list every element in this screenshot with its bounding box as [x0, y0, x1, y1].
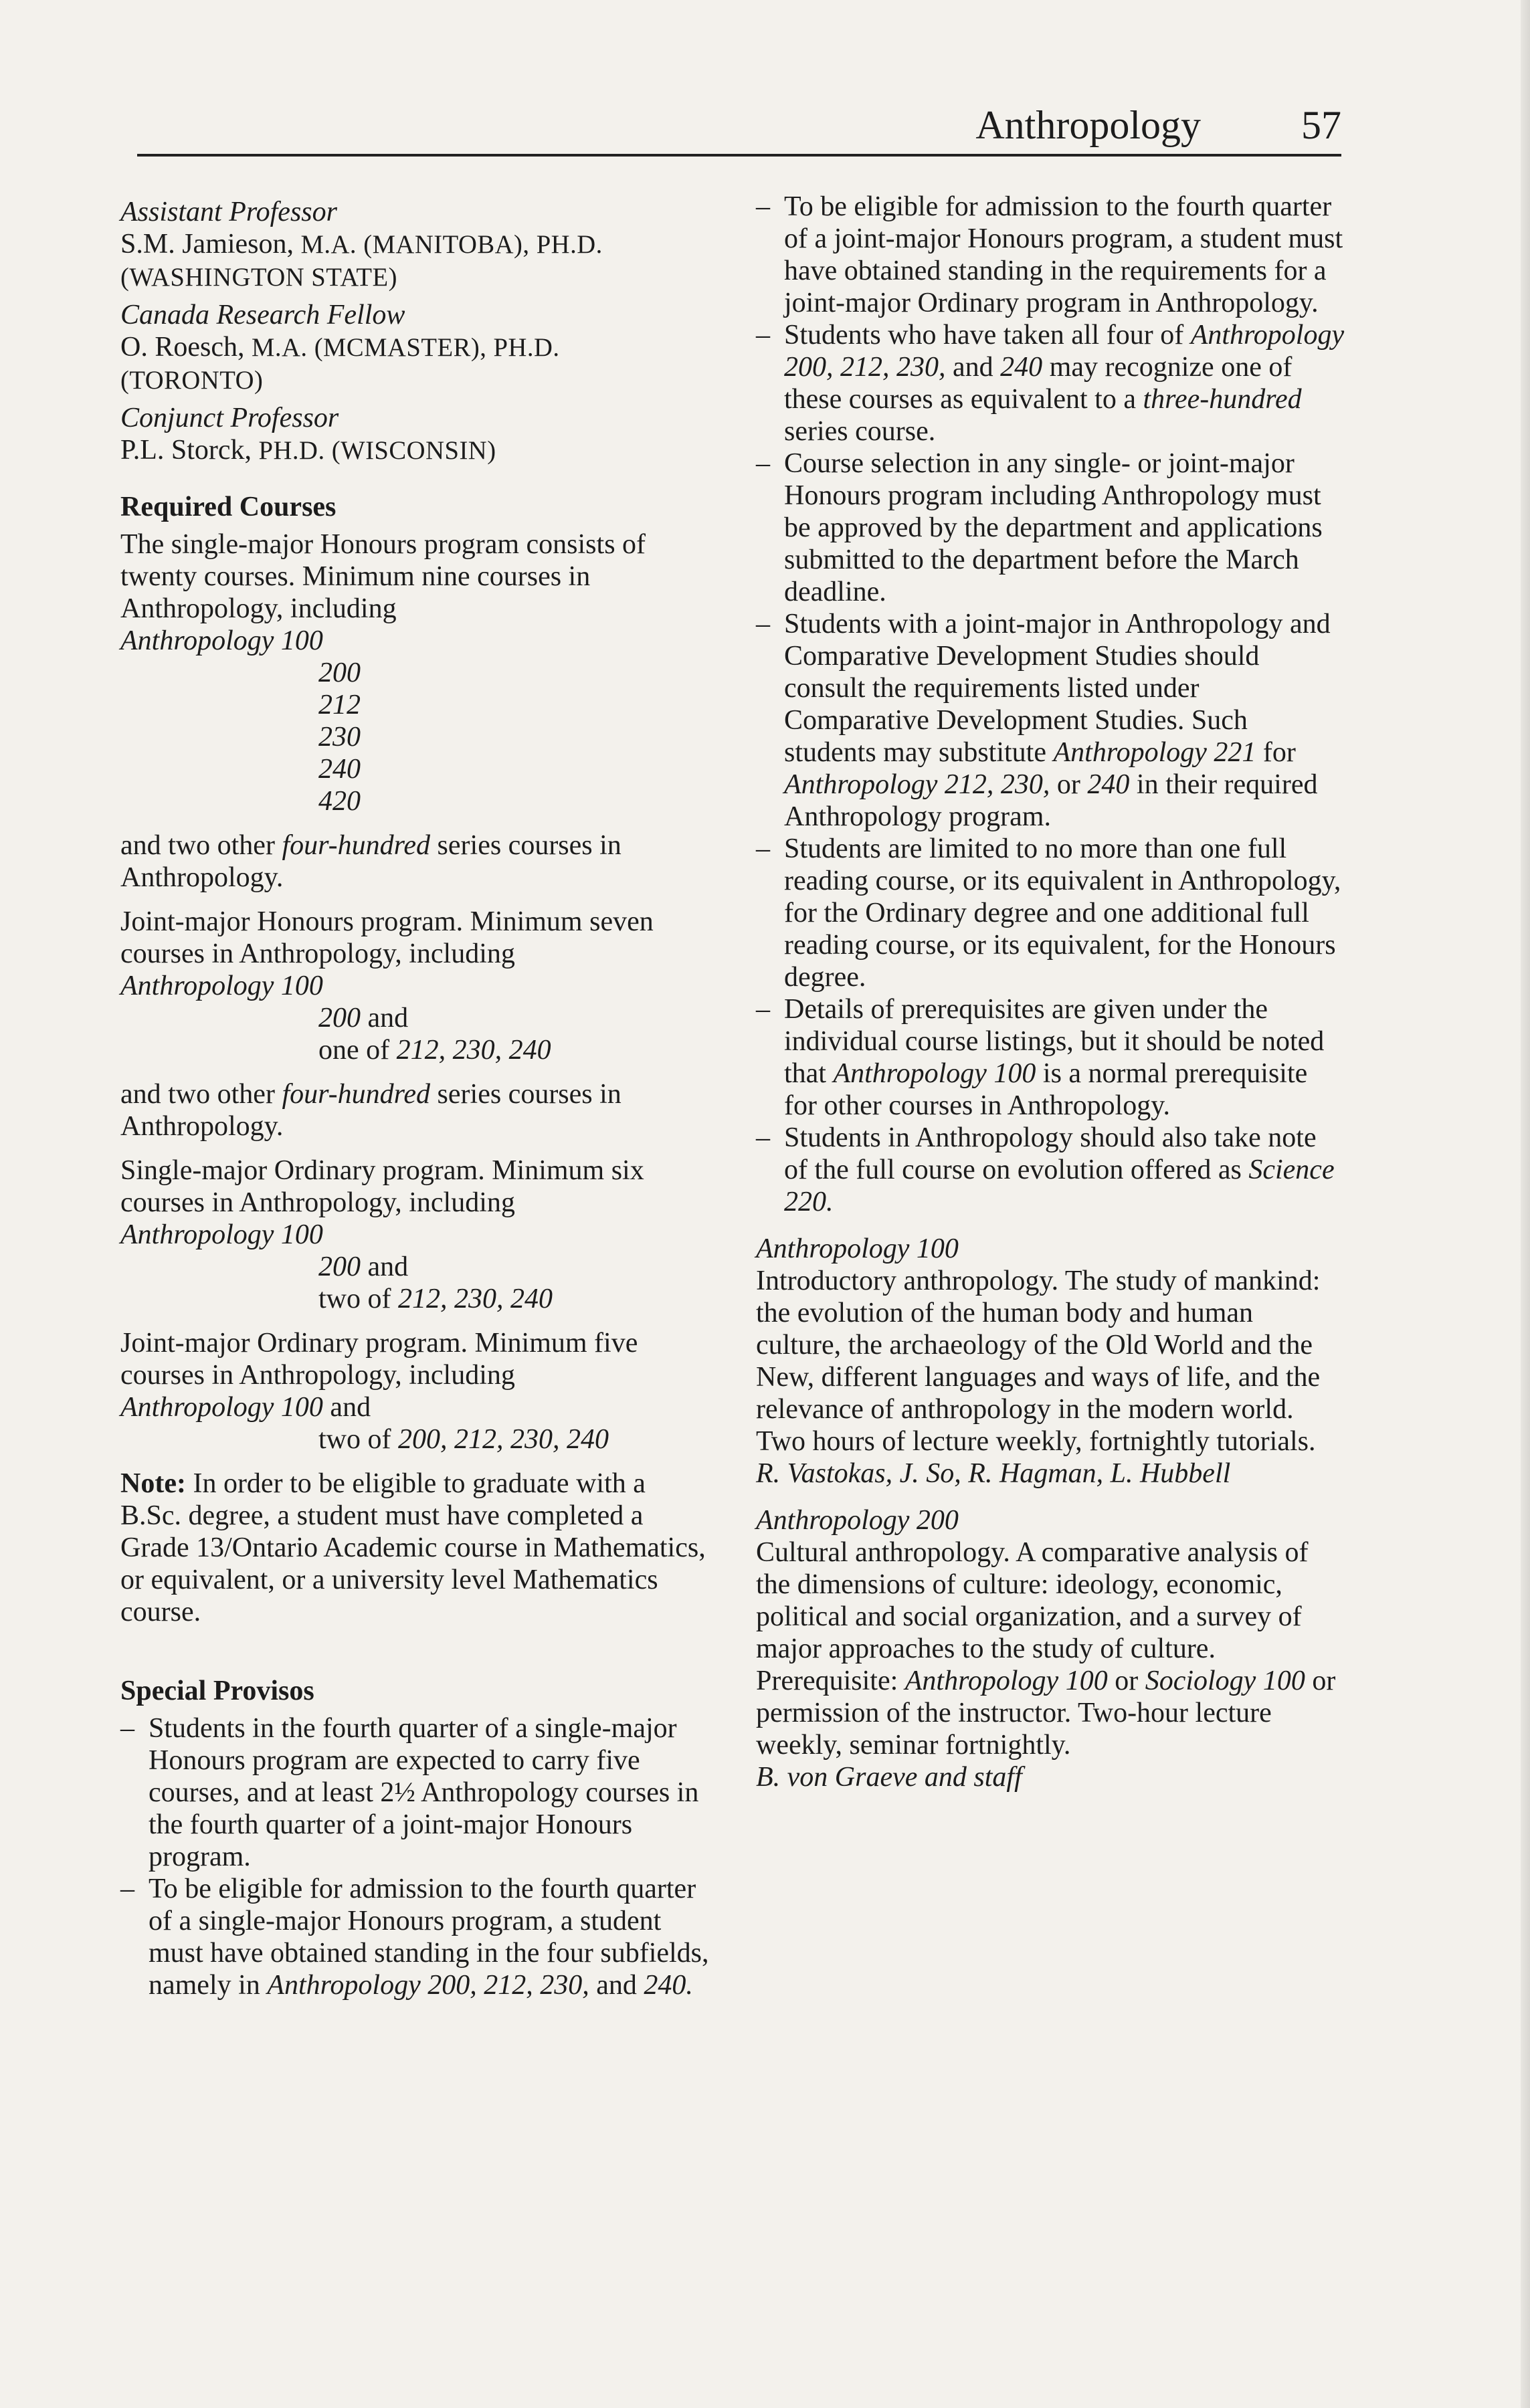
text-run: two of [318, 1424, 398, 1455]
text-run: Details of prerequisites are given under the individual course listings, but it should be noted that [784, 994, 1325, 1089]
text-run-italic: four-hundred [282, 1079, 431, 1110]
text-run: and [361, 1003, 409, 1033]
requirement-line [120, 1251, 709, 1283]
course-ref: Anthropology 200, 212, 230, [267, 1970, 589, 2001]
course-ref: 212, 230, 240 [396, 1035, 551, 1066]
course-title: Anthropology 200 [756, 1505, 959, 1536]
staff-name-line [120, 228, 709, 294]
proviso-item [756, 1122, 1345, 1218]
proviso-item [756, 993, 1345, 1122]
requirement-line [120, 1002, 709, 1034]
text-run: Students in the fourth quarter of a single-major Honours program are expected to carry five courses, and at least 2½ Anthropology courses in the fourth quarter of a joint-major Honours program. [149, 1713, 699, 1872]
course-title: Anthropology 100 [756, 1233, 959, 1264]
staff-title: Canada Research Fellow [120, 300, 405, 330]
course-ref: 420 [318, 786, 361, 817]
single-honours-intro: The single-major Honours program consists of twenty courses. Minimum nine courses in Anthropology, including [120, 529, 646, 624]
course-ref: Science 220. [784, 1155, 1335, 1217]
course-ref: Sociology 100 [1145, 1666, 1305, 1696]
staff-name: S.M. Jamieson, [120, 229, 294, 260]
text-run-italic: four-hundred [282, 830, 431, 861]
joint-ordinary-block [120, 1327, 709, 1456]
text-run: or [1107, 1666, 1145, 1696]
page-number: 57 [1301, 103, 1341, 147]
text-run: To be eligible for admission to the fourth quarter of a joint-major Honours program, a student must have obtained standing in the requirements for a joint-major Ordinary program in Anthropology. [784, 191, 1343, 318]
text-run: or [1050, 769, 1088, 800]
text-run: series courses in Anthropology. [120, 1079, 621, 1142]
proviso-item [756, 447, 1345, 608]
text-run: or permission of the instructor. Two-hour lecture weekly, seminar fortnightly. [756, 1666, 1336, 1761]
text-run: two of [318, 1284, 398, 1314]
course-entry-anthropology-200 [756, 1504, 1345, 1793]
text-run: and two other [120, 830, 282, 861]
course-ref: Anthropology 221 [1053, 737, 1256, 768]
joint-honours-block [120, 906, 709, 1142]
text-run-italic: three-hundred [1143, 384, 1302, 415]
course-ref: Anthropology 100 [120, 1392, 323, 1423]
staff-entry [120, 299, 709, 397]
text-run: Students in Anthropology should also take note of the full course on evolution offered as [784, 1122, 1317, 1185]
staff-name-line [120, 434, 709, 467]
course-ref: 200, 212, 230, 240 [398, 1424, 609, 1455]
left-column [120, 191, 709, 2001]
required-courses-heading: Required Courses [120, 492, 337, 522]
course-ref: 200 [318, 1251, 361, 1282]
staff-title: Conjunct Professor [120, 403, 339, 433]
course-instructors: B. von Graeve and staff [756, 1762, 1022, 1793]
note-paragraph [120, 1468, 709, 1628]
joint-honours-outro [120, 1078, 709, 1142]
course-ref: 200 [318, 1003, 361, 1033]
course-ref: 230 [318, 722, 361, 752]
proviso-item [120, 1873, 709, 2001]
course-ref: 240 [1087, 769, 1130, 800]
proviso-item [756, 191, 1345, 319]
proviso-item [756, 608, 1345, 833]
staff-entry [120, 196, 709, 294]
course-ref: 200 [318, 658, 361, 688]
page-header [137, 99, 1341, 157]
text-run: Cultural anthropology. A comparative analysis of the dimensions of culture: ideology, economic, political and social organization, and a survey of major approaches to the study of culture. Prerequisite: [756, 1537, 1309, 1696]
course-ref: 240 [1000, 352, 1043, 383]
text-run: Course selection in any single- or joint-major Honours program including Anthropology must be approved by the department and applications submitted to the department before the March deadline. [784, 448, 1323, 607]
staff-degrees: M.A. (MCMASTER), PH.D. (TORONTO) [120, 334, 560, 395]
right-column [756, 191, 1345, 1793]
text-run: Students with a joint-major in Anthropology and Comparative Development Studies should consult the requirements listed under Comparative Development Studies. Such students may substitute [784, 609, 1331, 768]
course-entry-anthropology-100 [756, 1233, 1345, 1490]
single-ordinary-intro: Single-major Ordinary program. Minimum six courses in Anthropology, including [120, 1155, 644, 1218]
staff-name: P.L. Storck, [120, 435, 252, 466]
course-ref: Anthropology 100 [833, 1058, 1036, 1089]
joint-ordinary-intro: Joint-major Ordinary program. Minimum five courses in Anthropology, including [120, 1328, 638, 1391]
provisos-list-continued [756, 191, 1345, 1218]
proviso-item [756, 833, 1345, 993]
staff-name-line [120, 331, 709, 397]
course-ref: Anthropology 100 [120, 625, 323, 656]
requirement-line [120, 1034, 709, 1066]
course-ref: 240. [644, 1970, 693, 2001]
proviso-item [756, 319, 1345, 447]
special-provisos-heading: Special Provisos [120, 1676, 314, 1706]
single-honours-block [120, 528, 709, 894]
joint-honours-intro: Joint-major Honours program. Minimum seven courses in Anthropology, including [120, 906, 654, 969]
single-honours-outro [120, 829, 709, 894]
requirement-line [120, 1283, 709, 1315]
text-run: and [361, 1251, 409, 1282]
course-description [756, 1536, 1345, 1761]
text-run: and [322, 1392, 371, 1423]
text-run: is a normal prerequisite for other courses in Anthropology. [784, 1058, 1308, 1121]
text-run: To be eligible for admission to the fourth quarter of a single-major Honours program, a student must have obtained standing in the four subfields, namely in [149, 1874, 709, 2001]
course-ref: 240 [318, 754, 361, 785]
text-run: and [945, 352, 1001, 383]
course-ref: Anthropology 200, 212, 230, [784, 320, 1345, 383]
text-run: and two other [120, 1079, 282, 1110]
course-ref: Anthropology 100 [120, 1219, 323, 1250]
note-label: Note: [120, 1468, 186, 1499]
text-run: Students who have taken all four of [784, 320, 1191, 350]
text-run: series course. [784, 416, 936, 447]
staff-title: Assistant Professor [120, 197, 337, 227]
course-ref: Anthropology 100 [904, 1666, 1108, 1696]
course-description: Introductory anthropology. The study of mankind: the evolution of the human body and human culture, the archaeology of the Old World and the New, different languages and ways of life, and the relevance of anthropology in the modern world. Two hours of lecture weekly, fortnightly tutorials. [756, 1266, 1321, 1457]
note-text: In order to be eligible to graduate with a B.Sc. degree, a student must have completed a Grade 13/Ontario Academic course in Mathematics, or equivalent, or a university level Mathematics course. [120, 1468, 706, 1627]
requirement-line [120, 1423, 709, 1456]
staff-name: O. Roesch, [120, 332, 245, 363]
provisos-list [120, 1712, 709, 2001]
staff-degrees: PH.D. (WISCONSIN) [258, 437, 496, 465]
staff-degrees: M.A. (MANITOBA), PH.D. (WASHINGTON STATE) [120, 231, 603, 292]
text-run: for [1256, 737, 1296, 768]
text-run: in their required Anthropology program. [784, 769, 1318, 832]
staff-entry [120, 402, 709, 467]
text-run: one of [318, 1035, 397, 1066]
requirement-line [120, 1391, 709, 1423]
text-run: may recognize one of these courses as equivalent to a [784, 352, 1293, 415]
single-ordinary-block [120, 1155, 709, 1315]
page-edge-shadow [1521, 0, 1530, 2408]
text-run: and [589, 1970, 644, 2001]
course-ref: 212, 230, 240 [398, 1284, 553, 1314]
text-run: series courses in Anthropology. [120, 830, 621, 893]
text-run: Students are limited to no more than one full reading course, or its equivalent in Anthropology, for the Ordinary degree and one additional full reading course, or its equivalent, for the Honours degree. [784, 833, 1341, 993]
course-instructors: R. Vastokas, J. So, R. Hagman, L. Hubbell [756, 1458, 1231, 1489]
running-title: Anthropology [975, 103, 1201, 147]
course-ref: Anthropology 100 [120, 971, 323, 1001]
course-ref: Anthropology 212, 230, [784, 769, 1050, 800]
course-ref: 212 [318, 690, 361, 720]
proviso-item [120, 1712, 709, 1873]
